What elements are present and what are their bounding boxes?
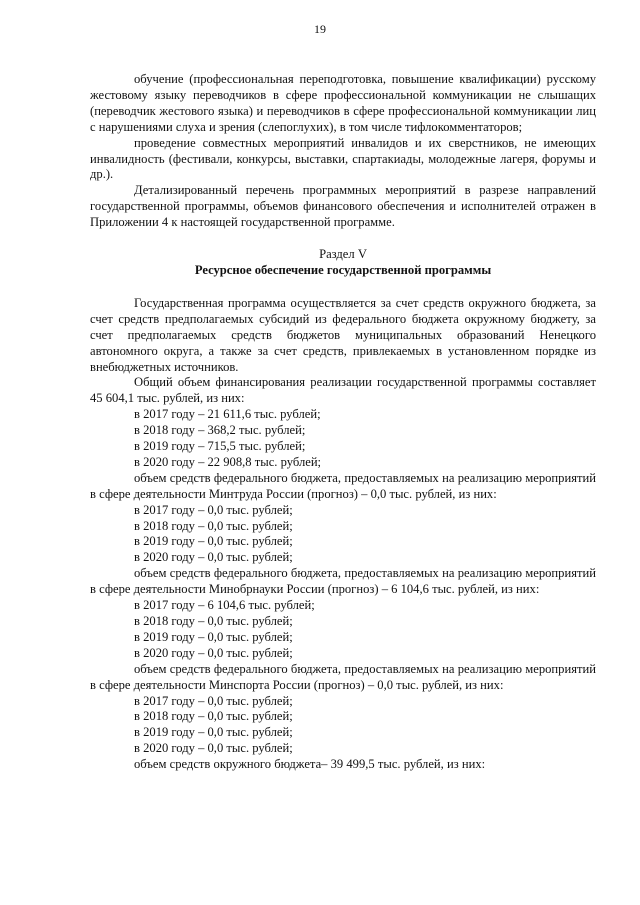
paragraph-training: обучение (профессиональная переподготовка, повышение квалификации) русскому жестовому языку переводчиков в сфере профессиональной коммуникации не слышащих (переводчик жестового языка) и переводчиков в сфере профессиональной коммуникации лиц с нарушениями слуха и зрения (слепоглухих), в том числе тифлокомментаторов; (90, 72, 596, 134)
list-item: в 2020 году – 0,0 тыс. рублей; (134, 550, 293, 565)
section-title: Ресурсное обеспечение государственной программы (194, 262, 492, 277)
paragraph-intro: Государственная программа осуществляется за счет средств окружного бюджета, за счет средств предполагаемых субсидий из федерального бюджета окружному бюджету, за счет предполагаемых средств бюджетов муниципальных образований Ненецкого автономного округа, а также за счет средств, привлекаемых в установленном порядке из внебюджетных источников. (90, 295, 596, 374)
section-label: Раздел V (319, 247, 367, 262)
paragraph-total-funding: Общий объем финансирования реализации государственной программы составляет 45 604,1 тыс. рублей, из них: (90, 375, 596, 406)
list-item: в 2017 году – 21 611,6 тыс. рублей; (134, 407, 321, 422)
list-item: в 2019 году – 715,5 тыс. рублей; (134, 439, 306, 454)
list-item: в 2017 году – 6 104,6 тыс. рублей; (134, 598, 315, 613)
paragraph-joint-events: проведение совместных мероприятий инвалидов и их сверстников, не имеющих инвалидность (фестивали, конкурсы, выставки, спартакиады, молодежные лагеря, форумы и др.). (90, 135, 596, 182)
page-number: 19 (314, 22, 326, 36)
list-item: в 2018 году – 368,2 тыс. рублей; (134, 423, 306, 438)
list-item: в 2018 году – 0,0 тыс. рублей; (134, 518, 293, 533)
list-item: в 2020 году – 22 908,8 тыс. рублей; (134, 454, 322, 469)
list-item: в 2019 году – 0,0 тыс. рублей; (134, 725, 293, 740)
paragraph-mintrud: объем средств федерального бюджета, предоставляемых на реализацию мероприятий в сфере деятельности Минтруда России (прогноз) – 0,0 тыс. рублей, из них: (90, 470, 596, 501)
paragraph-minobrnauki: объем средств федерального бюджета, предоставляемых на реализацию мероприятий в сфере деятельности Минобрнауки России (прогноз) – 6 104,6 тыс. рублей, из них: (90, 566, 596, 597)
list-item: в 2019 году – 0,0 тыс. рублей; (134, 534, 293, 549)
list-item: в 2020 году – 0,0 тыс. рублей; (134, 741, 293, 756)
paragraph-detailed-list: Детализированный перечень программных мероприятий в разрезе направлений государственной программы, объемов финансового обеспечения и исполнителей отражен в Приложении 4 к настоящей государственной программе. (90, 183, 596, 230)
list-item: в 2017 году – 0,0 тыс. рублей; (134, 502, 293, 517)
list-item: в 2017 году – 0,0 тыс. рублей; (134, 693, 293, 708)
list-item: в 2020 году – 0,0 тыс. рублей; (134, 645, 293, 660)
list-item: в 2018 году – 0,0 тыс. рублей; (134, 709, 293, 724)
list-item: в 2018 году – 0,0 тыс. рублей; (134, 614, 293, 628)
list-item: в 2019 году – 0,0 тыс. рублей; (134, 629, 293, 644)
paragraph-minsport: объем средств федерального бюджета, предоставляемых на реализацию мероприятий в сфере деятельности Минспорта России (прогноз) – 0,0 тыс. рублей, из них: (90, 661, 596, 692)
paragraph-okrug-budget: объем средств окружного бюджета– 39 499,5 тыс. рублей, из них: (134, 757, 486, 772)
document-body (90, 72, 596, 773)
